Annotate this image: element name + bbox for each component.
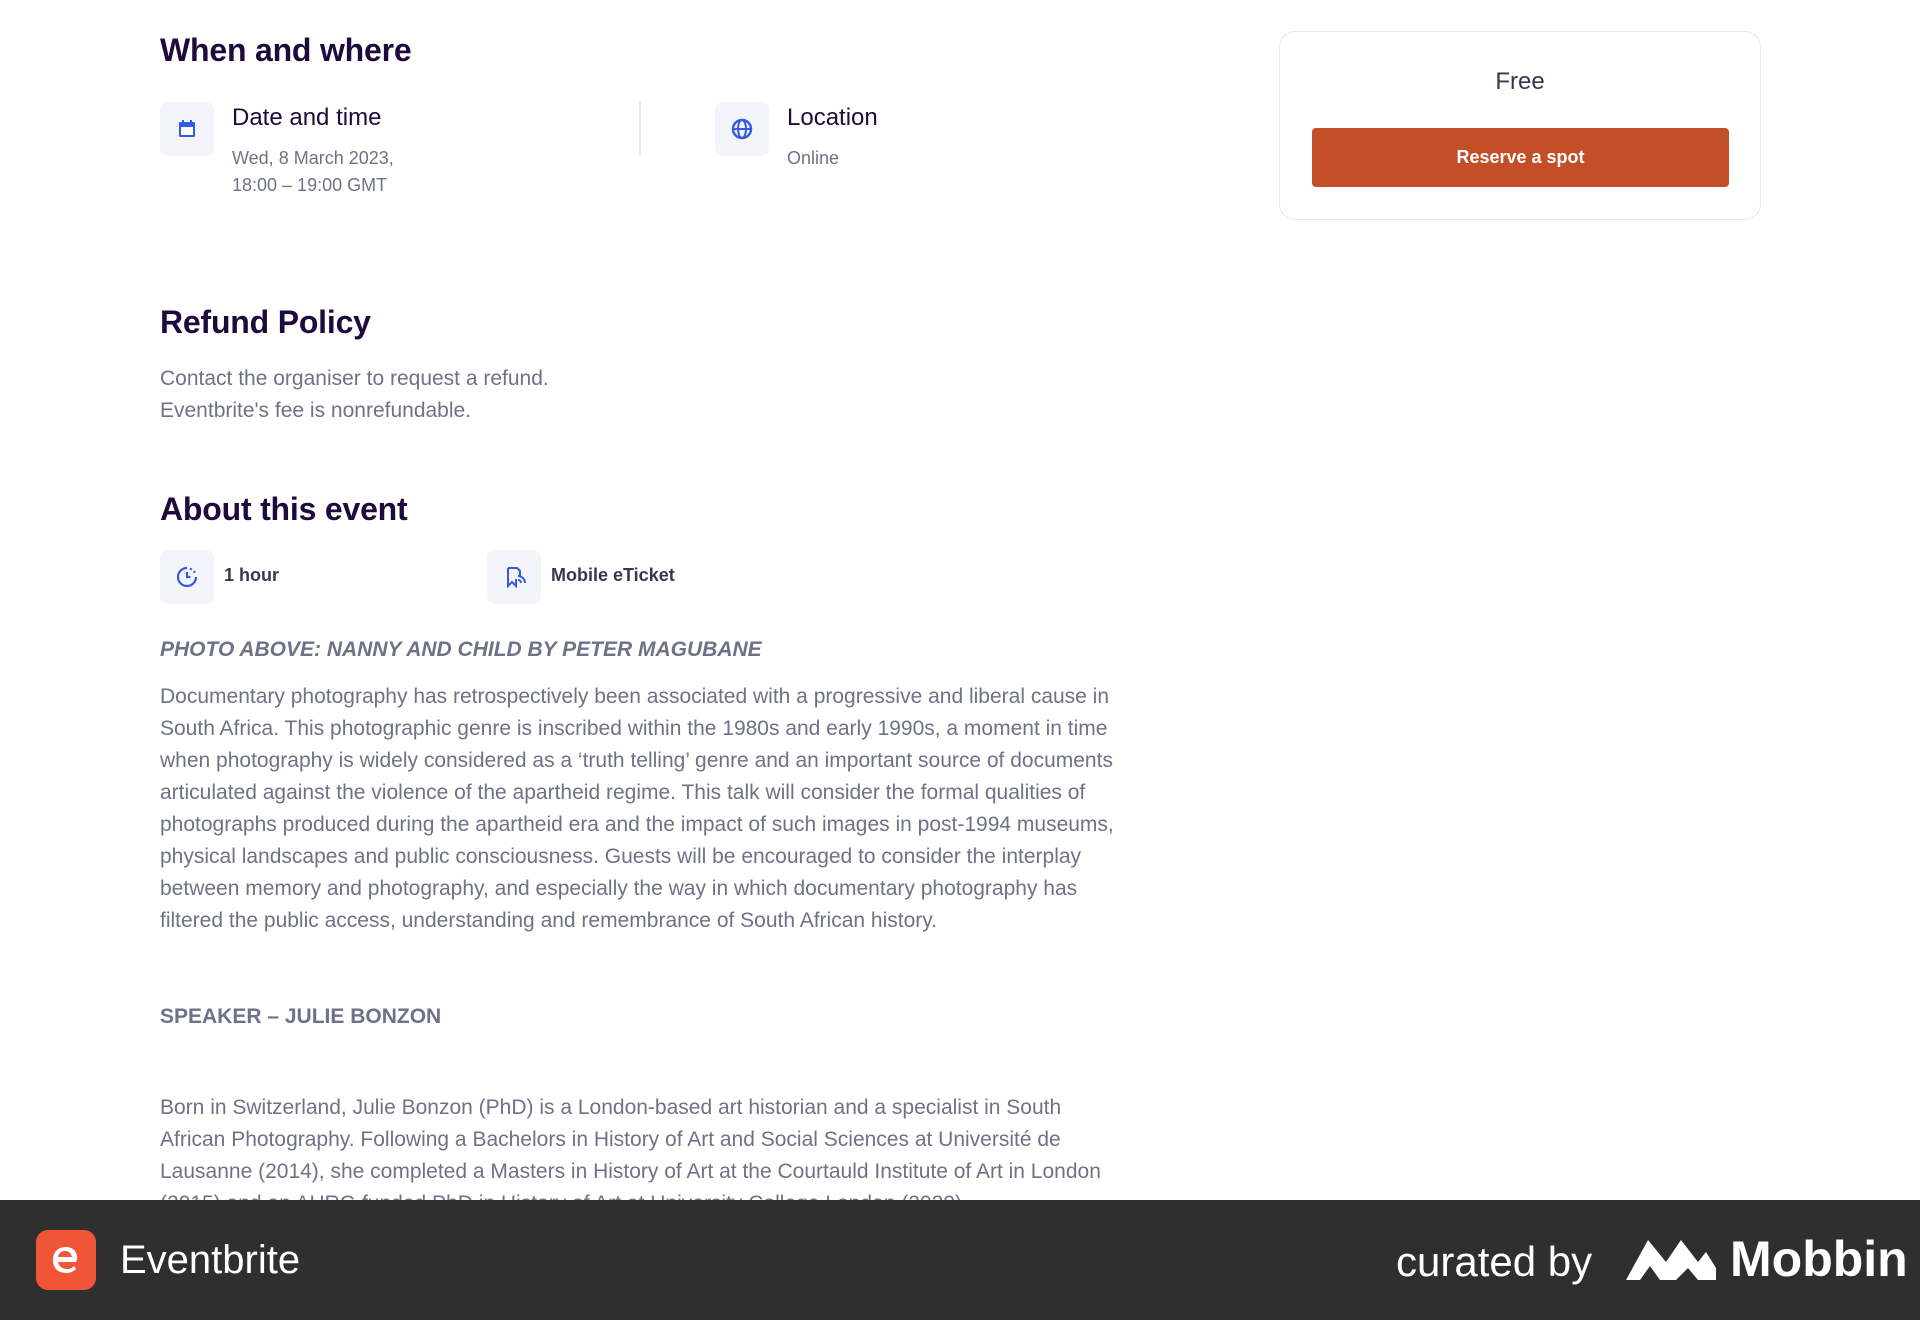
- clock-icon: [160, 550, 214, 604]
- speaker-bio: Born in Switzerland, Julie Bonzon (PhD) is a London-based art historian and a specialist in South African Photography. Following a Bachelors in History of Art and Social Sciences at Université de Lausanne (2014), she completed a Masters in History of Art at the Courtauld Institute of Art in London: [160, 1096, 1101, 1183]
- reserve-spot-button[interactable]: Reserve a spot: [1312, 128, 1729, 187]
- about-event-title: About this event: [160, 491, 408, 527]
- date-time-title: Date and time: [232, 104, 382, 131]
- ticket-price: Free: [1495, 68, 1545, 95]
- globe-icon: [715, 102, 769, 156]
- curator-name: Mobbin: [1730, 1231, 1908, 1287]
- refund-line-1: Contact the organiser to request a refund.: [160, 367, 549, 390]
- refund-policy-title: Refund Policy: [160, 304, 371, 340]
- time-line: 18:00 – 19:00 GMT: [232, 175, 388, 195]
- event-description: Documentary photography has retrospectively been associated with a progressive and liberal cause in South Africa. This photographic genre is inscribed within the 1980s and early 1990s, a moment in time when photography is widely considered as a ‘truth telling’ genre and an important source of documents articulated against the violence of the apartheid regime. This talk will consider the formal qualities of photographs produced during the apartheid era and the impact of such images in post-1994 museums, physical landscapes and public consciousness. Guests will be encouraged to consider the interplay between memory and photography, and especially the way in which documentary photography has filtered the public access, understanding and remembrance of South African history.: [160, 685, 1114, 932]
- duration-label: 1 hour: [224, 565, 280, 585]
- when-where-title: When and where: [160, 32, 412, 68]
- mobbin-logo-icon: [1626, 1238, 1716, 1285]
- ticket-card: [1279, 31, 1761, 220]
- location-value: Online: [787, 148, 840, 168]
- refund-line-2: Eventbrite's fee is nonrefundable.: [160, 399, 472, 422]
- photo-caption: PHOTO ABOVE: NANNY AND CHILD BY PETER MAGUBANE: [160, 638, 762, 661]
- date-line: Wed, 8 March 2023,: [232, 148, 394, 168]
- brand-name: Eventbrite: [120, 1238, 301, 1282]
- location-title: Location: [787, 104, 878, 131]
- info-divider: [639, 102, 641, 156]
- eticket-label: Mobile eTicket: [551, 565, 675, 585]
- eventbrite-logo-icon: [36, 1230, 96, 1290]
- footer-bar: [0, 1200, 1920, 1320]
- speaker-heading: SPEAKER – JULIE BONZON: [160, 1005, 442, 1028]
- eticket-icon: [487, 550, 541, 604]
- calendar-icon: [160, 102, 214, 156]
- curated-by-label: curated by: [1396, 1238, 1593, 1285]
